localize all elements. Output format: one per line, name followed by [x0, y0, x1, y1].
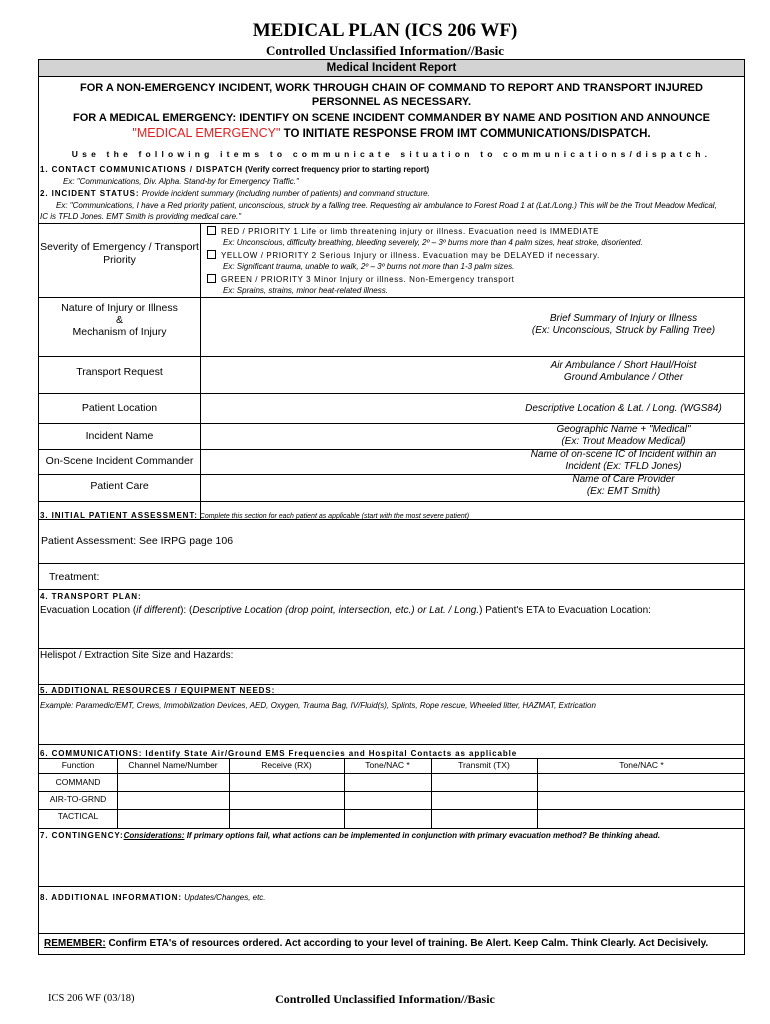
- comm-function-command: COMMAND: [55, 777, 101, 787]
- comm-cell-input[interactable]: [118, 774, 229, 791]
- nature-label: Nature of Injury or Illness & Mechanism of Injury: [61, 302, 178, 338]
- transport-input[interactable]: [201, 357, 744, 393]
- section-2-note: Provide incident summary (including number of patients) and command structure.: [139, 189, 430, 198]
- nature-input[interactable]: [201, 298, 744, 356]
- section-1-header: [40, 165, 429, 174]
- care-hint: Name of Care Provider (Ex: EMT Smith): [572, 474, 675, 497]
- emergency-announce: [39, 126, 744, 140]
- commander-input[interactable]: [201, 450, 744, 474]
- transport-hint: Air Ambulance / Short Haul/Hoist Ground Ambulance / Other: [550, 360, 697, 383]
- location-label: Patient Location: [81, 402, 158, 414]
- section-6-note: Identify State Air/Ground EMS Frequencies and Hospital Contacts as applicable: [142, 749, 518, 758]
- priority-red-option[interactable]: RED / PRIORITY 1 Life or limb threatening injury or illness. Evacuation need is IMMEDIATE: [207, 226, 599, 236]
- resources-input[interactable]: [39, 712, 744, 744]
- section-5-title: 5. ADDITIONAL RESOURCES / EQUIPMENT NEEDS:: [40, 686, 276, 695]
- comm-function-tactical: TACTICAL: [57, 811, 99, 821]
- section-6-title: 6. COMMUNICATIONS:: [40, 749, 143, 758]
- checkbox-icon[interactable]: [207, 226, 216, 235]
- section-2-header: [40, 189, 430, 198]
- comm-col-transmit: Transmit (TX): [458, 760, 510, 770]
- medical-incident-form: [38, 59, 745, 955]
- severity-label: Severity of Emergency / Transport Priority: [40, 241, 199, 266]
- footer-classification: Controlled Unclassified Information//Basic: [275, 992, 495, 1006]
- section-1-title: 1. CONTACT COMMUNICATIONS / DISPATCH: [40, 165, 243, 174]
- helispot-input[interactable]: [39, 664, 744, 684]
- section-2-title: 2. INCIDENT STATUS:: [40, 189, 140, 198]
- contingency-input[interactable]: [39, 856, 744, 886]
- section-7-header: [40, 830, 704, 842]
- treatment-input[interactable]: [39, 564, 744, 589]
- comm-col-tx-tone: Tone/NAC *: [619, 760, 664, 770]
- location-hint: Descriptive Location & Lat. / Long. (WGS84): [525, 403, 722, 414]
- patient-assessment: Patient Assessment: See IRPG page 106: [41, 535, 234, 547]
- care-input[interactable]: [201, 475, 744, 501]
- comm-col-function: Function: [61, 760, 95, 770]
- comm-cell-input[interactable]: [118, 810, 229, 827]
- section-7-considerations: Considerations:: [123, 831, 185, 840]
- non-emergency-instruction: FOR A NON-EMERGENCY INCIDENT, WORK THROUGH CHAIN OF COMMAND TO REPORT AND TRANSPORT INJURED PERSONNEL AS NECESSARY.: [80, 82, 703, 108]
- priority-yellow-example: Ex: Significant trauma, unable to walk, 2º – 3º burns not more than 1-3 palm sizes.: [223, 262, 515, 271]
- incident-input[interactable]: [201, 424, 744, 449]
- location-input[interactable]: [201, 394, 744, 423]
- comm-cell-input[interactable]: [118, 792, 229, 809]
- checkbox-icon[interactable]: [207, 250, 216, 259]
- section-8-note: Updates/Changes, etc.: [181, 893, 266, 902]
- care-label: Patient Care: [90, 480, 149, 492]
- page-title: MEDICAL PLAN (ICS 206 WF): [252, 20, 518, 41]
- section-4-title: 4. TRANSPORT PLAN:: [40, 592, 142, 601]
- page-subtitle: Controlled Unclassified Information//Basic: [265, 43, 505, 58]
- reminder-text: Confirm ETA's of resources ordered. Act according to your level of training. Be Alert. Keep Calm. Think Clearly. Act Decisively.: [105, 938, 709, 949]
- transport-label: Transport Request: [76, 366, 163, 378]
- reminder-label: REMEMBER:: [44, 938, 106, 949]
- section-7-text: If primary options fail, what actions can be implemented in conjunction with primary evacuation method? Be thinking ahead.: [184, 831, 661, 840]
- section-8-header: [40, 893, 266, 902]
- patient-assessment-input[interactable]: [39, 520, 744, 563]
- priority-yellow-option[interactable]: YELLOW / PRIORITY 2 Serious Injury or illness. Evacuation may be DELAYED if necessary.: [207, 250, 600, 260]
- comm-col-channel: Channel Name/Number: [128, 760, 218, 770]
- medical-emergency-phrase: "MEDICAL EMERGENCY": [132, 126, 281, 140]
- incident-label: Incident Name: [85, 430, 154, 442]
- emergency-instruction: FOR A MEDICAL EMERGENCY: IDENTIFY ON SCENE INCIDENT COMMANDER BY NAME AND POSITION AND ANNOUNCE: [72, 112, 710, 124]
- emergency-announce-tail: TO INITIATE RESPONSE FROM IMT COMMUNICATIONS/DISPATCH.: [280, 128, 651, 140]
- helispot-label: Helispot / Extraction Site Size and Hazards:: [40, 650, 234, 661]
- section-7-title: 7. CONTINGENCY:: [40, 831, 124, 840]
- comm-col-receive: Receive (RX): [261, 760, 312, 770]
- section-1-note: (Verify correct frequency prior to starting report): [242, 165, 430, 174]
- treatment-label: Treatment:: [49, 571, 100, 583]
- section-3-note: Complete this section for each patient as applicable (start with the most severe patient): [197, 513, 470, 520]
- resources-example: Example: Paramedic/EMT, Crews, Immobilization Devices, AED, Oxygen, Trauma Bag, IV/Fluid(s), Splints, Rope rescue, Wheeled litter, HAZMAT, Extrication: [40, 701, 596, 710]
- priority-green-option[interactable]: GREEN / PRIORITY 3 Minor Injury or illness. Non-Emergency transport: [207, 274, 514, 284]
- priority-green-example: Ex: Sprains, strains, minor heat-related illness.: [223, 286, 388, 295]
- commander-label: On-Scene Incident Commander: [45, 455, 194, 467]
- form-id: ICS 206 WF (03/18): [48, 993, 135, 1004]
- evacuation-location: Evacuation Location (if different): (Descriptive Location (drop point, intersection, etc.) or Lat. / Long.) Patient's ETA to Evacuation Location:: [40, 605, 651, 616]
- comm-col-rx-tone: Tone/NAC *: [365, 760, 410, 770]
- reminder: [44, 938, 708, 949]
- nature-hint: Brief Summary of Injury or Illness (Ex: Unconscious, Struck by Falling Tree): [531, 313, 716, 336]
- section-6-header: [40, 749, 517, 758]
- checkbox-icon[interactable]: [207, 274, 216, 283]
- commander-hint: Name of on-scene IC of Incident within an Incident (Ex: TFLD Jones): [530, 449, 717, 472]
- section-8-title: 8. ADDITIONAL INFORMATION:: [40, 893, 182, 902]
- incident-hint: Geographic Name + "Medical" (Ex: Trout Meadow Medical): [556, 424, 691, 447]
- comm-function-air-to-ground: AIR-TO-GRND: [49, 794, 107, 804]
- section-3-title: 3. INITIAL PATIENT ASSESSMENT:: [40, 511, 198, 520]
- additional-info-input[interactable]: [39, 905, 744, 933]
- section-2-example: Ex: "Communications, I have a Red priority patient, unconscious, struck by a falling tree. Requesting air ambulance to Forest Road 1 at (Lat./Long.) This will be the Trout Meadow Medical, IC is TFLD Jones. EMT Smith is providing medical care.": [40, 201, 717, 221]
- priority-red-example: Ex: Unconscious, difficulty breathing, bleeding severely, 2º – 3º burns more than 4 palm sizes, heat stroke, disoriented.: [223, 238, 643, 247]
- use-items-instruction: Use the following items to communicate situation to communications/dispatch.: [71, 149, 712, 159]
- evacuation-input[interactable]: [39, 618, 744, 648]
- section-1-example: Ex: "Communications, Div. Alpha. Stand-by for Emergency Traffic.": [63, 177, 299, 186]
- form-header-bar: Medical Incident Report: [39, 60, 744, 77]
